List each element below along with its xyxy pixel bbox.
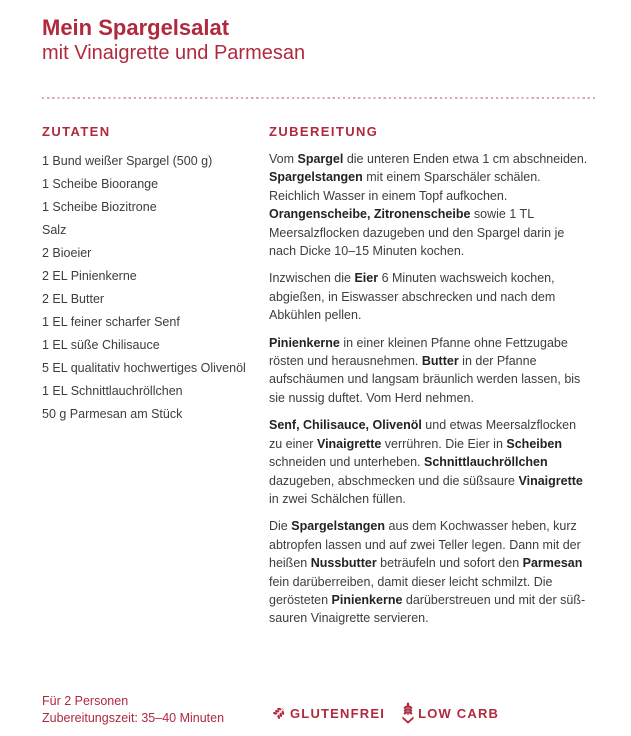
recipe-header: [0, 0, 631, 64]
recipe-body: [0, 99, 631, 637]
ingredient-item: 50 g Parmesan am Stück: [42, 407, 183, 421]
diet-badges: [270, 702, 499, 726]
ingredient-item: 1 Scheibe Bioorange: [42, 177, 159, 191]
ingredient-item: 1 Scheibe Biozitrone: [42, 200, 157, 214]
serving-info: [42, 693, 270, 726]
preparation-section: [269, 124, 592, 637]
ingredient-item: 1 Bund weißer Spargel (500 g): [42, 154, 213, 168]
preparation-paragraph: Vom Spargel die unteren Enden etwa 1 cm abschneiden. Spargelstangen mit einem Sparschäler schälen. Reichlich Wasser in einem Topf aufkochen. Orangenscheibe, Zitronenscheibe sowie 1 TL Meersalzflocken dazugeben und den Spargel darin je nach Dicke 10–15 Minuten kochen.: [269, 152, 588, 259]
ingredient-item: Salz: [42, 223, 67, 237]
badge-label: LOW CARB: [418, 705, 500, 721]
preparation-paragraph: Inzwischen die Eier 6 Minuten wachsweich kochen, abgießen, in Eiswasser abschrecken und nach dem Abkühlen pellen.: [269, 271, 556, 323]
badge-label: GLUTENFREI: [290, 705, 386, 721]
wheat-crossed-icon: [270, 705, 287, 722]
wheat-down-arrow-icon: [401, 702, 415, 724]
recipe-footer: [42, 693, 592, 726]
preparation-paragraph: Senf, Chilisauce, Olivenöl und etwas Meersalzflocken zu einer Vinaigrette verrühren. Die Eier in Scheiben schneiden und unterheben. Schnittlauchröllchen dazugeben, abschmecken und die süßsaure Vinaigrette in zwei Schälchen füllen.: [269, 418, 583, 506]
ingredients-list: [42, 150, 247, 426]
ingredients-heading: ZUTATEN: [42, 124, 111, 139]
page-subtitle: mit Vinaigrette und Parmesan: [42, 42, 306, 64]
ingredient-item: 5 EL qualitativ hochwertiges Olivenöl: [42, 361, 246, 375]
page-title: Mein Spargelsalat: [42, 15, 230, 40]
ingredient-item: 2 Bioeier: [42, 246, 92, 260]
prep-time-text: Zubereitungszeit: 35–40 Minuten: [42, 710, 225, 725]
preparation-steps: [269, 150, 592, 628]
preparation-heading: ZUBEREITUNG: [269, 124, 379, 139]
ingredient-item: 1 EL feiner scharfer Senf: [42, 315, 180, 329]
ingredients-section: [42, 124, 247, 637]
ingredient-item: 1 EL süße Chilisauce: [42, 338, 160, 352]
ingredient-item: 1 EL Schnittlauchröllchen: [42, 384, 183, 398]
servings-text: Für 2 Personen: [42, 694, 129, 708]
preparation-paragraph: Die Spargelstangen aus dem Kochwasser heben, kurz abtropfen lassen und auf zwei Teller legen. Dann mit der heißen Nussbutter beträufeln und sofort den Parmesan fein darüberreiben, damit dieser leicht schmilzt. Die gerösteten Pinienkerne darüberstreuen und mit der süß-sauren Vinaigrette servieren.: [269, 519, 586, 626]
preparation-paragraph: Pinienkerne in einer kleinen Pfanne ohne Fettzugabe rösten und herausnehmen. Butter in der Pfanne aufschäumen und langsam bräunlich werden lassen, bis sie nussig duftet. Vom Herd nehmen.: [269, 335, 581, 405]
badge-glutenfree: [270, 705, 385, 722]
ingredient-item: 2 EL Butter: [42, 292, 105, 306]
ingredient-item: 2 EL Pinienkerne: [42, 269, 137, 283]
badge-lowcarb: [401, 702, 499, 724]
